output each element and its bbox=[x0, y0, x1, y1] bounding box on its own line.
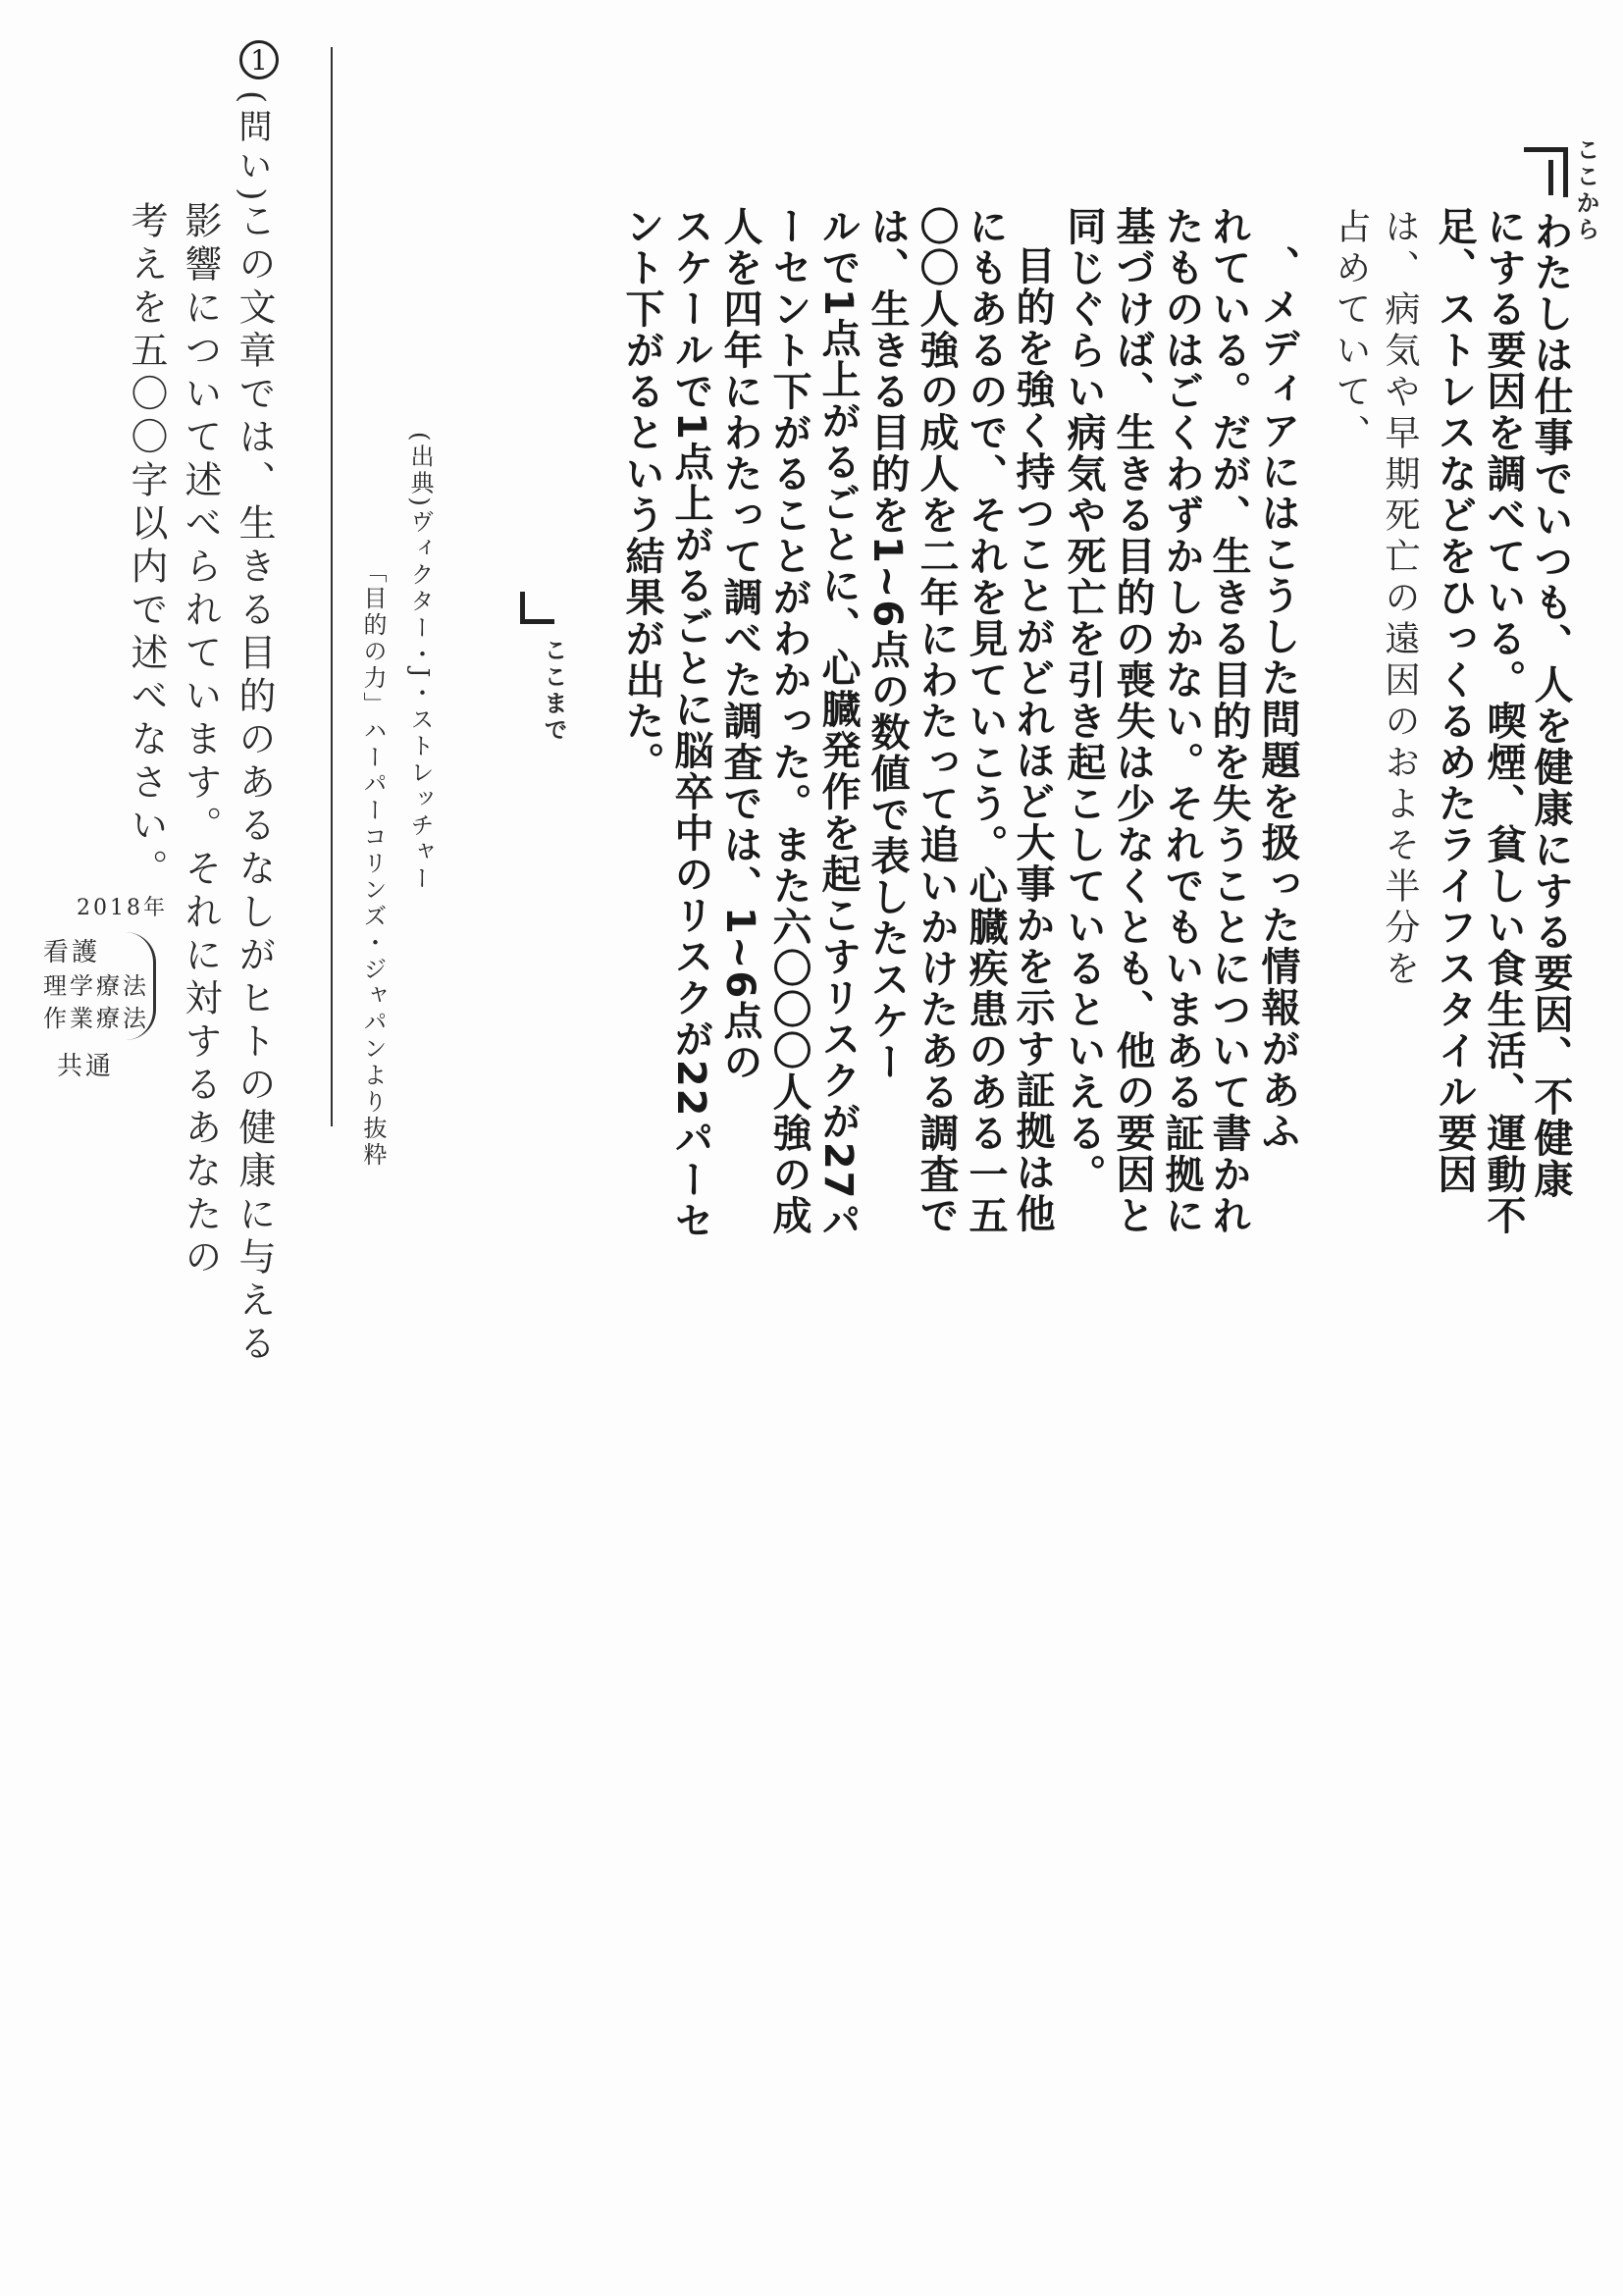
passage-line-6: たものはごくわずかしかない。それでもいまある証拠に bbox=[1159, 206, 1204, 1236]
passage-line-15: 人を四年にわたって調べた調査では、1~6点の bbox=[717, 206, 762, 1083]
source-title: 「目的の力」ハーパーコリンズ・ジャパンより抜粋 bbox=[359, 559, 387, 1169]
passage-line-11: 〇〇人強の成人を二年にわたって追いかけたある調査で bbox=[914, 206, 959, 1236]
handwritten-insert-1: は、病気や早期死亡の遠因のおよそ半分を bbox=[1380, 208, 1420, 991]
end-marker: ここまで bbox=[540, 638, 568, 744]
passage-line-7: 基づけば、生きる目的の喪失は少なくとも、他の要因と bbox=[1110, 206, 1155, 1236]
question-line-2: 影響について述べられています。それに対するあなたの bbox=[179, 201, 222, 1280]
passage-line-14: ーセント下がることがわかった。また六〇〇〇人強の成 bbox=[766, 206, 812, 1236]
passage-line-13: ルで1点上がるごとに、心臓発作を起こすリスクが27パ bbox=[815, 206, 861, 1242]
passage-line-3: 足、ストレスなどをひっくるめたライフスタイル要因 bbox=[1432, 206, 1477, 1195]
passage-line-10: にもあるので、それを見ていこう。心臓疾患のある一五 bbox=[963, 206, 1008, 1236]
passage-line-12: は、生きる目的を1~6点の数値で表したスケー bbox=[864, 206, 910, 1083]
source-author: (出典)ヴィクター・J・ストレッチャー bbox=[406, 432, 434, 893]
question-label: (問い) bbox=[233, 90, 272, 207]
note-line-1: 看護 bbox=[43, 938, 101, 967]
question-number: 1 bbox=[239, 40, 279, 79]
note-line-4: 共通 bbox=[57, 1052, 115, 1081]
passage-line-8: 同じぐらい病気や死亡を引き起こしているといえる。 bbox=[1061, 206, 1106, 1195]
passage-line-2: にする要因を調べている。喫煙、貧しい食生活、運動不 bbox=[1481, 206, 1526, 1236]
passage-line-5: れている。だが、生きる目的を失うことについて書かれ bbox=[1206, 206, 1251, 1236]
note-year: 2018年 bbox=[77, 896, 168, 920]
passage-line-17: ント下がるという結果が出た。 bbox=[619, 206, 664, 783]
start-marker: ここから bbox=[1572, 137, 1600, 243]
passage-line-1: わたしは仕事でいつも、人を健康にする要因、不健康 bbox=[1528, 211, 1573, 1200]
question-line-3: 考えを五〇〇字以内で述べなさい。 bbox=[125, 201, 168, 892]
handwritten-insert-2: 占めていて、 bbox=[1331, 208, 1371, 455]
note-line-2: 理学療法 bbox=[43, 972, 149, 1000]
section-divider bbox=[331, 47, 333, 1126]
end-bracket-icon bbox=[520, 592, 554, 624]
passage-line-9: 目的を強く持つことがどれほど大事かを示す証拠は他 bbox=[1010, 245, 1055, 1234]
note-line-3: 作業療法 bbox=[43, 1005, 149, 1032]
start-bracket-icon bbox=[1524, 147, 1568, 197]
question-line-1: この文章では、生きる目的のあるなしがヒトの健康に与える bbox=[233, 201, 276, 1367]
passage-line-4: 、メディアにはこうした問題を扱った情報があふ bbox=[1255, 245, 1300, 1152]
passage-line-16: スケールで1点上がるごとに脳卒中のリスクが22パーセ bbox=[668, 206, 713, 1242]
